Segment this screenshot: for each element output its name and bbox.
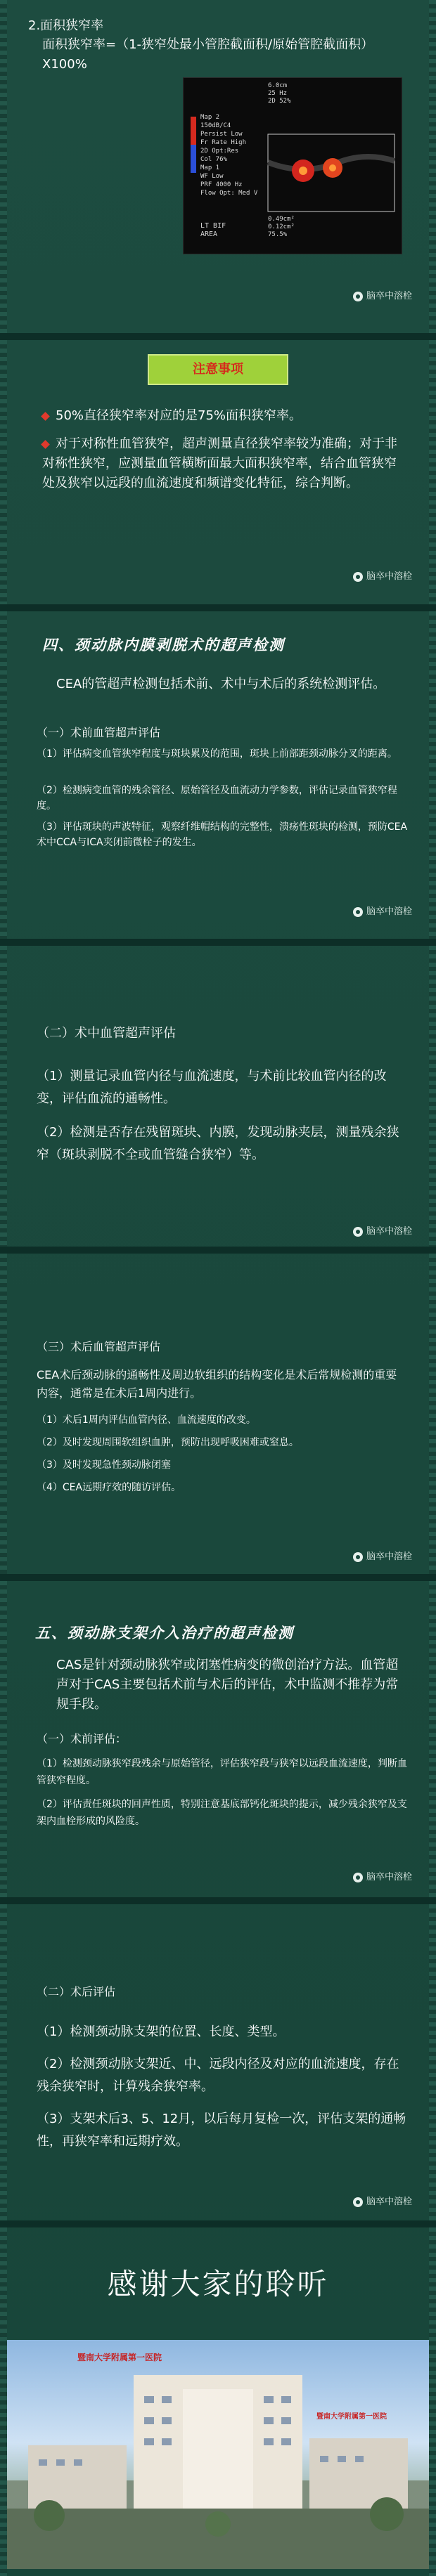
watermark <box>353 288 412 301</box>
preop-item-3: （3）评估斑块的声波特征，观察纤维帽结构的完整性，溃疡性斑块的检测，预防CEA术中CCA与ICA夹闭前微栓子的发生。 <box>37 821 408 848</box>
bullet-text: 50%直径狭窄率对应的是75%面积狭窄率。 <box>56 408 302 423</box>
wechat-icon <box>353 1552 363 1562</box>
us-label: AREA <box>200 230 218 238</box>
us-params <box>200 113 257 197</box>
wechat-icon <box>353 907 363 917</box>
watermark-text: 脑卒中溶栓 <box>366 1872 412 1882</box>
postop-item-4: （4）CEA远期疗效的随访评估。 <box>37 1482 181 1493</box>
slide1-heading: 2.面积狭窄率 <box>28 18 104 33</box>
us-measure: 0.12cm² <box>268 223 295 230</box>
us-param: Flow Opt: Med V <box>200 190 258 197</box>
watermark-text: 脑卒中溶栓 <box>366 2197 412 2207</box>
thanks-text: 感谢大家的聆听 <box>107 2267 329 2301</box>
slide-cea <box>0 611 436 946</box>
us-header-line: 6.0cm <box>268 82 288 89</box>
us-bottom-left <box>200 222 226 239</box>
intraop-subheading: （二）术中血管超声评估 <box>37 1026 176 1041</box>
cas-postop-item-1: （1）检测颈动脉支架的位置、长度、类型。 <box>37 2024 286 2039</box>
us-header-line: 25 Hz <box>268 90 288 97</box>
us-param: PRF 4000 Hz <box>200 181 243 188</box>
bullet-icon <box>41 440 50 449</box>
us-label: LT BIF <box>200 222 226 230</box>
watermark-text: 脑卒中溶栓 <box>366 1226 412 1237</box>
cas-preop-subheading: （一）术前评估： <box>37 1732 127 1745</box>
us-measure: 0.49cm² <box>268 216 295 223</box>
intraop-item-2: （2）检测是否存在残留斑块、内膜，发现动脉夹层，测量残余狭窄（斑块剥脱不全或血管缝合狭窄）等。 <box>37 1125 399 1162</box>
watermark-text: 脑卒中溶栓 <box>366 906 412 917</box>
us-param: Persist Low <box>200 131 243 138</box>
preop-item-1: （1）评估病变血管狭窄程度与斑块累及的范围，斑块上前部距颈动脉分叉的距离。 <box>37 748 397 760</box>
preop-subheading: （一）术前血管超声评估 <box>37 726 161 739</box>
bullet-text: 对于对称性血管狭窄，超声测量直径狭窄率较为准确；对于非对称性狭窄，应测量血管横断面最大面积狭窄率，结合血管狭窄处及狭窄以远段的血流速度和频谱变化特征，综合判断。 <box>42 436 397 490</box>
section-heading-4: 四、颈动脉内膜剥脱术的超声检测 <box>42 636 285 653</box>
watermark <box>353 1223 412 1237</box>
postop-subheading: （三）术后血管超声评估 <box>37 1340 161 1353</box>
cas-intro: CAS是针对颈动脉狭窄或闭塞性病变的微创治疗方法。血管超声对于CAS主要包括术前与术后的评估，术中监测不推荐为常规手段。 <box>56 1658 399 1712</box>
watermark <box>353 904 412 917</box>
watermark <box>353 568 412 582</box>
hospital-sign-right: 暨南大学附属第一医院 <box>316 2413 387 2421</box>
us-bottom-right <box>268 216 295 239</box>
us-param: Col 76% <box>200 156 227 163</box>
us-header-line: 2D 52% <box>268 98 291 105</box>
cas-preop-item-2: （2）评估责任斑块的回声性质，特别注意基底部钙化斑块的提示，减少残余狭窄及支架内血栓形成的风险度。 <box>37 1799 407 1827</box>
us-header <box>268 82 291 105</box>
cas-preop-item-1: （1）检测颈动脉狭窄段残余与原始管径，评估狭窄段与狭窄以远段血流速度，判断血管狭窄程度。 <box>37 1758 407 1786</box>
slide-intraop <box>0 946 436 1254</box>
postop-item-1: （1）术后1周内评估血管内径、血流速度的改变。 <box>37 1414 256 1426</box>
postop-intro: CEA术后颈动脉的通畅性及周边软组织的结构变化是术后常规检测的重要内容，通常是在术后1周内进行。 <box>37 1368 397 1400</box>
watermark <box>353 2194 412 2207</box>
cas-postop-subheading: （二）术后评估 <box>37 1985 116 1998</box>
notice-title-box <box>148 354 288 385</box>
watermark <box>353 1869 412 1882</box>
us-param: Map 1 <box>200 164 220 171</box>
slide1-formula: 面积狭窄率=（1-狭窄处最小管腔截面积/原始管腔截面积）X100% <box>42 37 374 72</box>
cea-intro: CEA的管超声检测包括术前、术中与术后的系统检测评估。 <box>56 677 386 691</box>
wechat-icon <box>353 1873 363 1882</box>
us-param: 2D Opt:Res <box>200 148 239 155</box>
bullet-icon <box>41 412 50 421</box>
hospital-sign-left: 暨南大学附属第一医院 <box>77 2353 162 2362</box>
slide-area-stenosis <box>0 0 436 340</box>
postop-item-3: （3）及时发现急性颈动脉闭塞 <box>37 1459 171 1471</box>
cas-postop-item-3: （3）支架术后3、5、12月，以后每月复检一次，评估支架的通畅性，再狭窄率和远期疗效。 <box>37 2112 406 2149</box>
slide-notice <box>0 340 436 611</box>
us-param: Fr Rate High <box>200 139 247 146</box>
wechat-icon <box>353 2197 363 2207</box>
watermark <box>353 1549 412 1562</box>
slide-cas-postop <box>0 1904 436 2227</box>
notice-title: 注意事项 <box>193 362 243 377</box>
watermark-text: 脑卒中溶栓 <box>366 571 412 582</box>
notice-bullet-1 <box>42 406 408 426</box>
watermark-text: 脑卒中溶栓 <box>366 1552 412 1562</box>
ultrasound-image <box>183 77 402 254</box>
postop-item-2: （2）及时发现周围软组织血肿，预防出现呼吸困难或窒息。 <box>37 1437 299 1448</box>
cas-postop-item-2: （2）检测颈动脉支架近、中、远段内径及对应的血流速度，存在残余狭窄时，计算残余狭窄率。 <box>37 2057 399 2094</box>
intraop-item-1: （1）测量记录血管内径与血流速度，与术前比较血管内径的改变，评估血流的通畅性。 <box>37 1069 387 1106</box>
wechat-icon <box>353 292 363 301</box>
watermark-text: 脑卒中溶栓 <box>366 291 412 301</box>
slide-postop <box>0 1254 436 1581</box>
hospital-photo <box>7 2340 429 2569</box>
notice-bullet-2 <box>42 434 408 493</box>
section-heading-5: 五、颈动脉支架介入治疗的超声检测 <box>35 1624 294 1641</box>
wechat-icon <box>353 1227 363 1237</box>
slide-thanks <box>0 2227 436 2576</box>
hospital-building <box>7 2340 429 2569</box>
us-param: Map 2 <box>200 114 220 121</box>
slide-cas <box>0 1581 436 1904</box>
wechat-icon <box>353 572 363 582</box>
us-measure: 75.5% <box>268 231 288 238</box>
us-param: 150dB/C4 <box>200 122 231 129</box>
preop-item-2: （2）检测病变血管的残余管径、原始管径及血流动力学参数，评估记录血管狭窄程度。 <box>37 785 397 812</box>
us-param: WF Low <box>200 173 224 180</box>
